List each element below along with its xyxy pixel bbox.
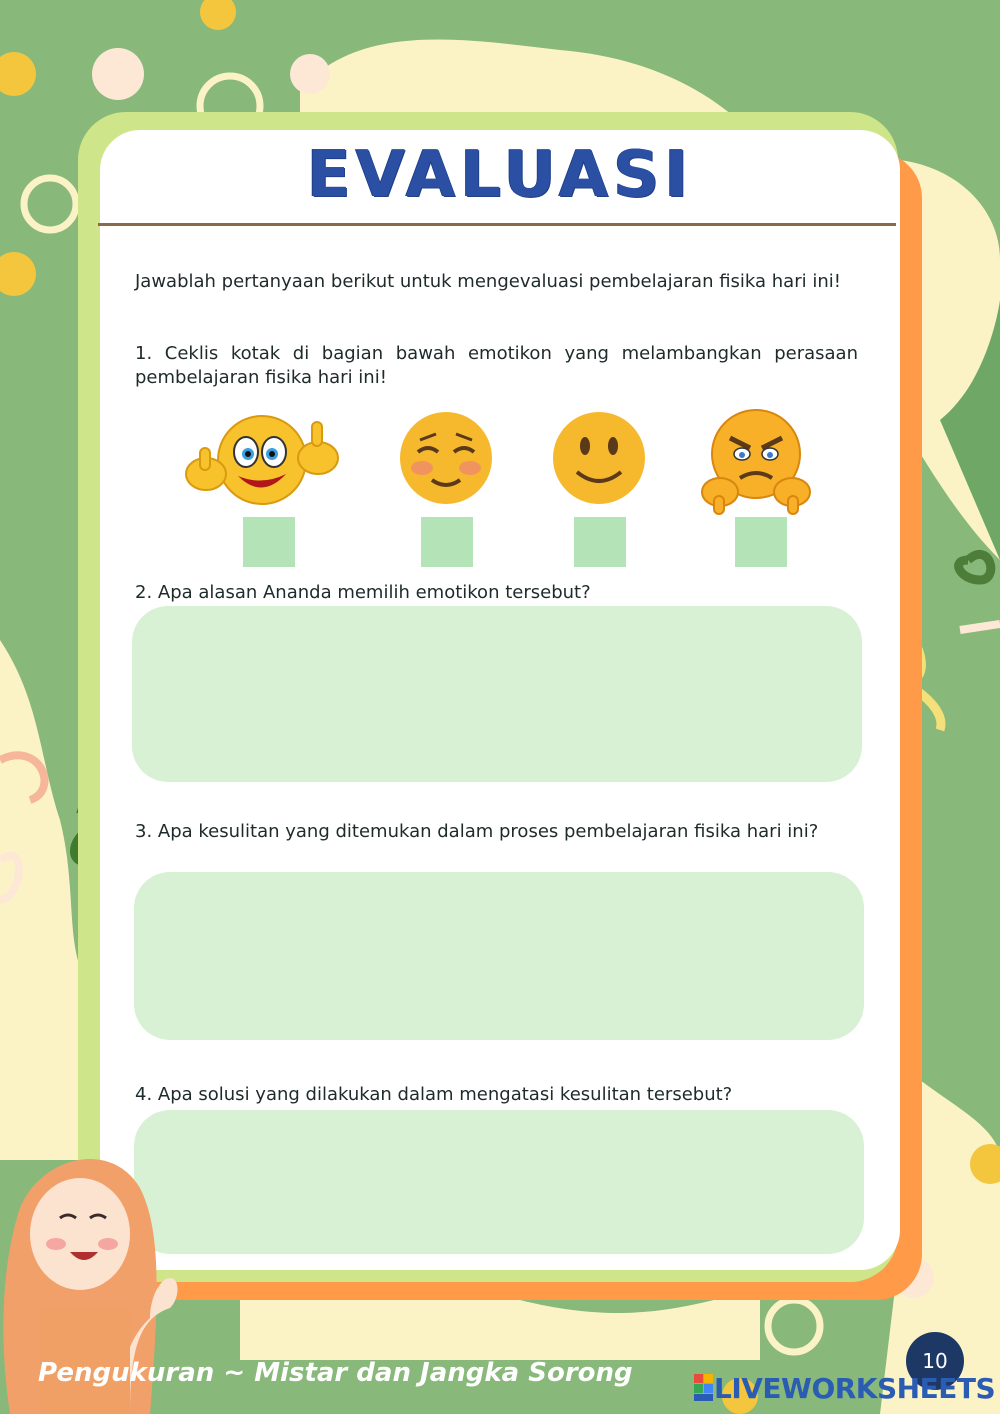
blushing-smile-emoji-icon [398, 410, 494, 506]
emoticon-checkbox-1[interactable] [243, 517, 295, 567]
question-1: 1. Ceklis kotak di bagian bawah emotikon yang melambangkan perasaan pembelajaran fisika hari ini! [135, 343, 858, 388]
emoticon-checkbox-2[interactable] [421, 517, 473, 567]
emoticon-checkbox-3[interactable] [574, 517, 626, 567]
question-2: 2. Apa alasan Ananda memilih emotikon tersebut? [135, 582, 591, 603]
footer-subtitle: Pengukuran ~ Mistar dan Jangka Sorong [38, 1358, 633, 1388]
thumbs-up-excited-emoji-icon [182, 408, 342, 512]
intro-text: Jawablah pertanyaan berikut untuk mengevaluasi pembelajaran fisika hari ini! [135, 271, 841, 292]
brand-name: LIVEWORKSHEETS [714, 1371, 996, 1405]
answer-box-question-3[interactable] [134, 872, 864, 1040]
page-title: EVALUASI [306, 138, 694, 212]
title-divider [98, 223, 896, 226]
liveworksheets-logo [694, 1370, 995, 1406]
question-4: 4. Apa solusi yang dilakukan dalam mengatasi kesulitan tersebut? [135, 1084, 733, 1105]
liveworksheets-logo-icon [694, 1374, 714, 1402]
slight-smile-emoji-icon [551, 410, 647, 506]
answer-box-question-2[interactable] [132, 606, 862, 782]
emoticon-checkbox-4[interactable] [735, 517, 787, 567]
page-number-badge: 10 [906, 1332, 964, 1390]
angry-thumbs-down-emoji-icon [700, 408, 812, 516]
answer-box-question-4[interactable] [134, 1110, 864, 1254]
question-3: 3. Apa kesulitan yang ditemukan dalam proses pembelajaran fisika hari ini? [135, 821, 819, 842]
